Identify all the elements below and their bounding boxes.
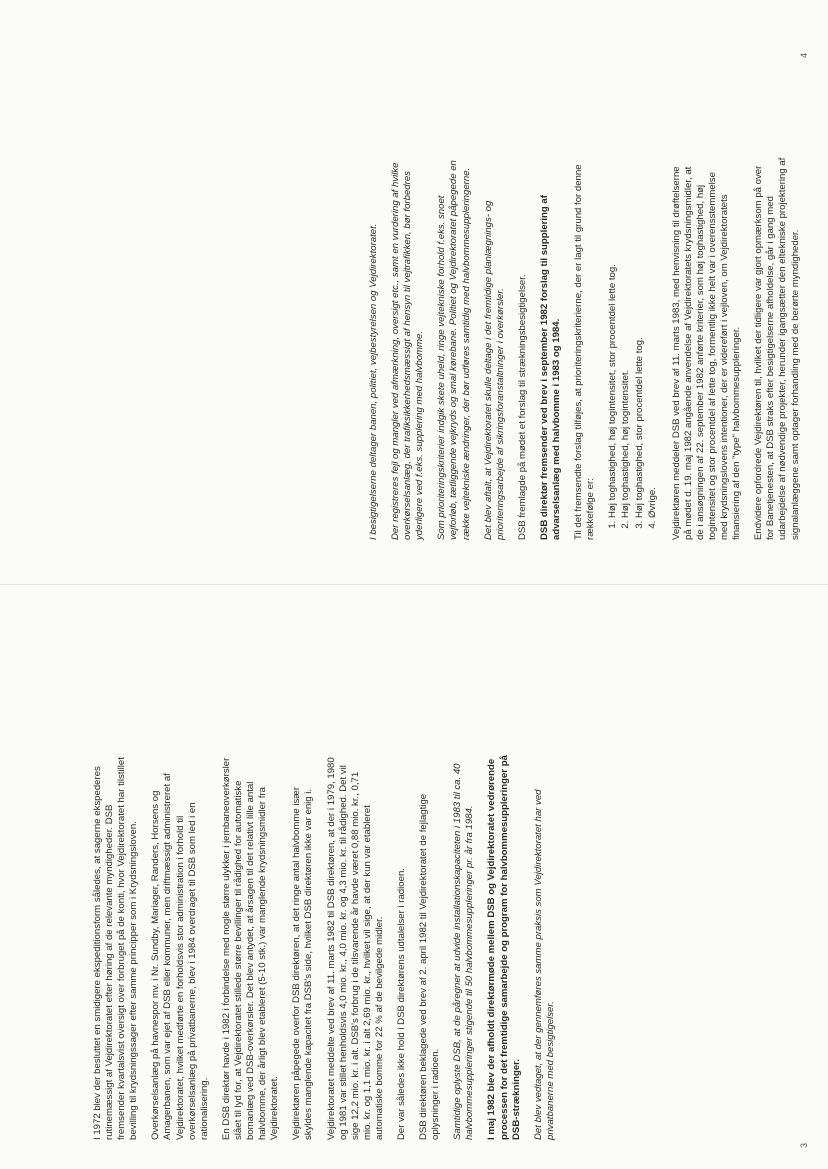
list-item: 4. Øvrige. xyxy=(647,35,659,518)
p3-paragraph-5: Vejdirektoratet meddelte ved brev af 11. marts 1982 til DSB direktøren, at der i 1979, 1980 og 1981 var stillet henholdsvis 4,0 mio. kr., 4,0 mio. kr. og 4,3 mio. kr. til rådighed. Det vil sige 12,2 mio. kr. i alt. DSB's forbrug i de tilsvarende år havde været 0,88 mio. kr., 0,71 mio. kr. og 1,1 mio. kr. i alt 2,69 mio. kr., hvilket vil sige, at der kun var etableret automatiske bomme for 22 % af de bevilgede midler. xyxy=(325,757,385,1140)
page-4-text-column xyxy=(368,35,801,540)
list-item: 3. Høj toghastighed, stor procentdel lette tog. xyxy=(634,35,646,518)
p3-paragraph-1: I 1972 blev der besluttet en smidigere ekspeditionsform således, at sagerne ekspederes rutinemæssigt af Vejdirektoratet efter høring af de relevante myndigheder. DSB fremsender kvartalsvist oversigt over forbruget på de konti, hvor Vejdirektoratet har tilstillet bevilling til krydsningssager efter samme principper som i Krydsningsloven. xyxy=(92,757,140,1140)
p4-paragraph-1: I besigtigelserne deltager banen, politiet, vejbestyrelsen og Vejdirektoratet. xyxy=(368,223,379,540)
p3-paragraph-7: DSB direktøren beklagede ved brev af 2. april 1982 til Vejdirektoratet de fejlagtige oplysninger i radioen. xyxy=(418,793,442,1140)
page-3-text-column xyxy=(92,600,556,1140)
p4-paragraph-9: Endvidere opfordrede Vejdirektøren til, hvilket der tidligere var gjort opmærksom på over for Banetjenesten, at DSB straks efter besigtigelserne afholdelse, går i gang med udarbejdelse af nødvendige projekter, herunder igangsætter den eltekniske projektering af signalanlæggene samt optager forhandling med de berørte myndigheder. xyxy=(753,157,801,540)
p3-paragraph-4: Vejdirektøren påpegede overfor DSB direktøren, at det ringe antal halvbomme især skyldes manglende kapacitet fra DSB's side, hvilket DSB direktøren ikke var enig i. xyxy=(291,786,315,1140)
p4-paragraph-3: Som prioriteringskriterier indgik skete uheld, ringe vejtekniske forhold f.eks. snoet vejforløb, tætliggende vejkryds og smal kørebane. Politiet og Vejdirektoratet påpegede en række vejtekniske ændringer, der bør udføres samtidig med halvbommesuppleringerne. xyxy=(436,160,472,540)
p4-paragraph-7: Til det fremsendte forslag tilføjes, at prioriteringskriterierne, der er lagt til grund for denne rækkefølge er: xyxy=(573,164,597,540)
p3-paragraph-8: Samtidige oplyste DSB, at de påregner at udvide installationskapaciteten i 1983 til ca. 40 halvbommesuppleringer stigende til 50 halvbommesuppleringer pr. år fra 1984. xyxy=(452,763,476,1140)
list-item: 1. Høj toghastighed, høj togintensitet, stor procentdel lette tog. xyxy=(607,35,619,518)
p3-paragraph-10: Det blev vedtaget, at der gennemføres samme praksis som Vejdirektoratet har ved privatbanerne med besigtigelser. xyxy=(532,789,556,1140)
p3-paragraph-9-heading: I maj 1982 blev der afholdt direktørmøde mellem DSB og Vejdirektoratet vedrørende processen for det fremtidige samarbejde og program for halvbommesuppleringer på DSB-strækninger. xyxy=(486,755,522,1140)
p4-paragraph-8: Vejdirektøren meddeler DSB ved brev af 11. marts 1983, med henvisning til drøftelserne på mødet d. 19. maj 1982 angående anvendelse af Vejdirektoratets krydsningsmidler, at de i ansøgningen af 22. september 1982 anførte kriterier, som høj toghastighed, høj togintensitet og stor procentdel af lette tog, formentlig ikke helt var i overensstemmelse med krydsningslovens intentioner, der er videreført i vejloven, om Vejdirektoratets finansiering af den "type" halvbommesuppleringer. xyxy=(670,166,743,540)
p4-paragraph-6-heading: DSB direktør fremsender ved brev i september 1982 forslag til supplering af advarselsanlæg med halvbomme i 1983 og 1984. xyxy=(538,195,563,540)
p3-paragraph-3: En DSB direktør havde i 1982 i forbindelse med nogle større ulykker i jernbaneoverkørsler slået til lyd for, at Vejdirektoratet stillede større bevillinger til rådighed for automatiske bomanlæg ved DSB-overkørsler. Det blev antydet, at årsagen til det relativt lille antal halvbomme, der årligt blev etableret (5-10 stk.) var manglende krydsningsmidler fra Vejdirektoratet. xyxy=(220,757,281,1140)
p4-paragraph-2: Der registreres fejl og mangler ved afmærkning, oversigt etc., samt en vurdering af hvilke overkørselsanlæg, der trafiksikkerhedsmæssigt af hensyn til vejtrafikken, bør forbedres yderligere ved f.eks. supplering med halvbomme. xyxy=(390,162,426,540)
page-number-4: 4 xyxy=(799,52,809,58)
page-fold-divider xyxy=(0,584,828,585)
p3-paragraph-6: Der var således ikke hold i DSB direktørens udtalelser i radioen. xyxy=(395,868,407,1140)
list-item: 2. Høj toghastighed, høj togintensitet. xyxy=(620,35,632,518)
priority-criteria-list xyxy=(607,35,658,540)
p3-paragraph-2: Overkørselsanlæg på havnespor mv. i Nr. Sundby, Mariager, Randers, Horsens og Amagerbanen, som var ejet af DSB eller kommuner, men driftmæssigt administreret af Vejdirektoratet, hvilket medførte en forholdsvis stor administration i forhold til overkørselsanlæg på privatbanerne, blev i 1984 overdraget til DSB som led i en rationalisering. xyxy=(150,773,210,1140)
p4-paragraph-5: DSB fremlagde på mødet et forslag til strækningsbesigtigelser. xyxy=(516,274,528,540)
p4-paragraph-4: Det blev aftalt, at Vejdirektoratet skulle deltage i det fremtidige planlægnings- og prioriteringsarbejde af sikringsforanstaltninger i overkørsler. xyxy=(482,200,506,540)
page-number-3: 3 xyxy=(799,1142,809,1148)
